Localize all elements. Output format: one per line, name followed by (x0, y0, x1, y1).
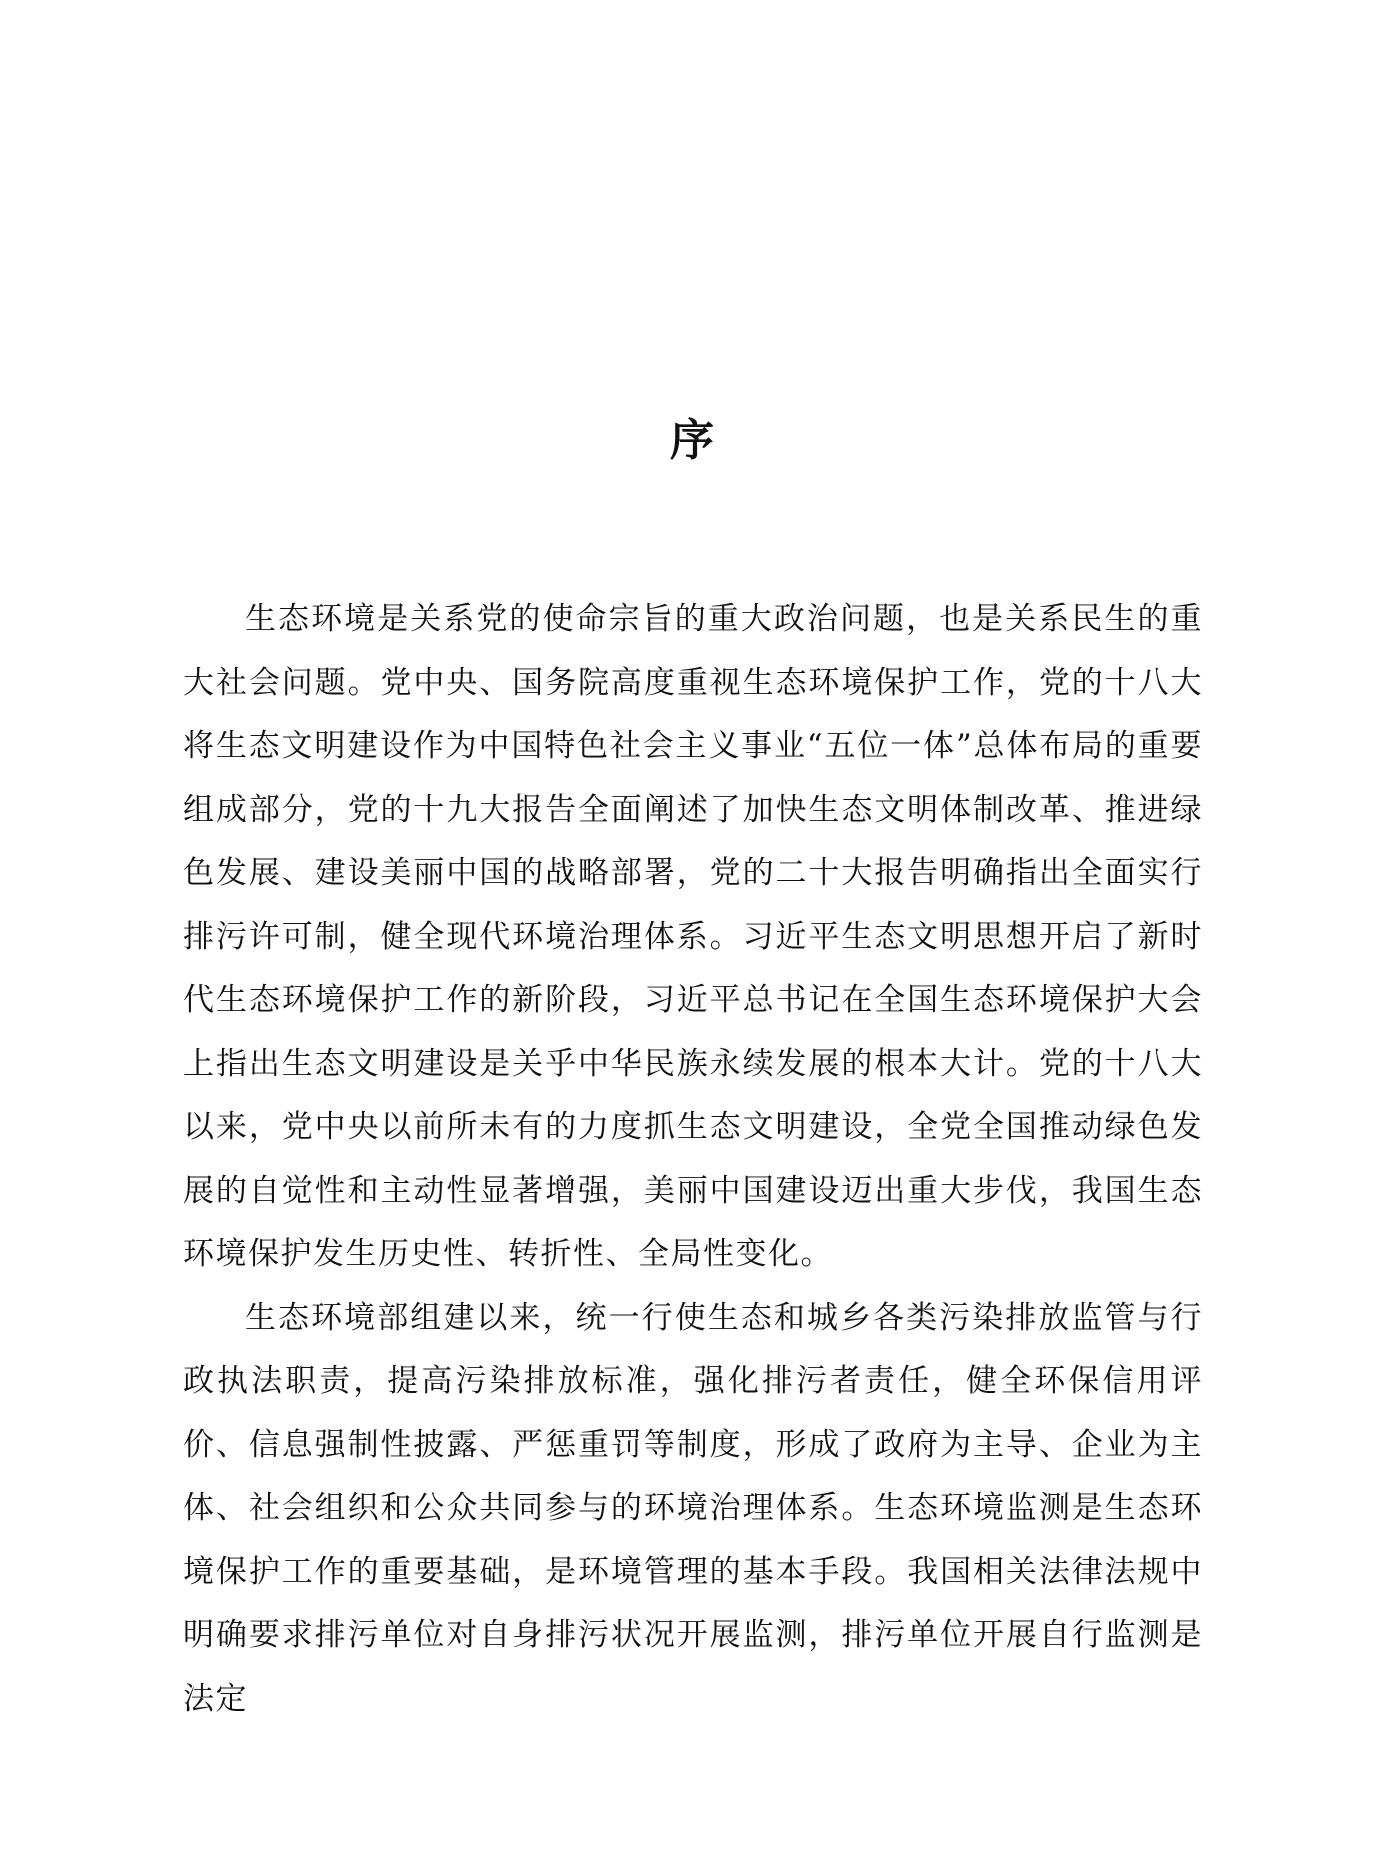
page-title: 序 (670, 415, 716, 467)
paragraph-2: 生态环境部组建以来，统一行使生态和城乡各类污染排放监管与行政执法职责，提高污染排放标准，强化排污者责任，健全环保信用评价、信息强制性披露、严惩重罚等制度，形成了政府为主导、企业为主体、社会组织和公众共同参与的环境治理体系。生态环境监测是生态环境保护工作的重要基础，是环境管理的基本手段。我国相关法律法规中明确要求排污单位对自身排污状况开展监测，排污单位开展自行监测是法定 (183, 1299, 1203, 1717)
document-body (183, 588, 1203, 1731)
paragraph-1: 生态环境是关系党的使命宗旨的重大政治问题，也是关系民生的重大社会问题。党中央、国务院高度重视生态环境保护工作，党的十八大将生态文明建设作为中国特色社会主义事业“五位一体”总体布局的重要组成部分，党的十九大报告全面阐述了加快生态文明体制改革、推进绿色发展、建设美丽中国的战略部署，党的二十大报告明确指出全面实行排污许可制，健全现代环境治理体系。习近平生态文明思想开启了新时代生态环境保护工作的新阶段，习近平总书记在全国生态环境保护大会上指出生态文明建设是关乎中华民族永续发展的根本大计。党的十八大以来，党中央以前所未有的力度抓生态文明建设，全党全国推动绿色发展的自觉性和主动性显著增强，美丽中国建设迈出重大步伐，我国生态环境保护发生历史性、转折性、全局性变化。 (183, 601, 1203, 1272)
